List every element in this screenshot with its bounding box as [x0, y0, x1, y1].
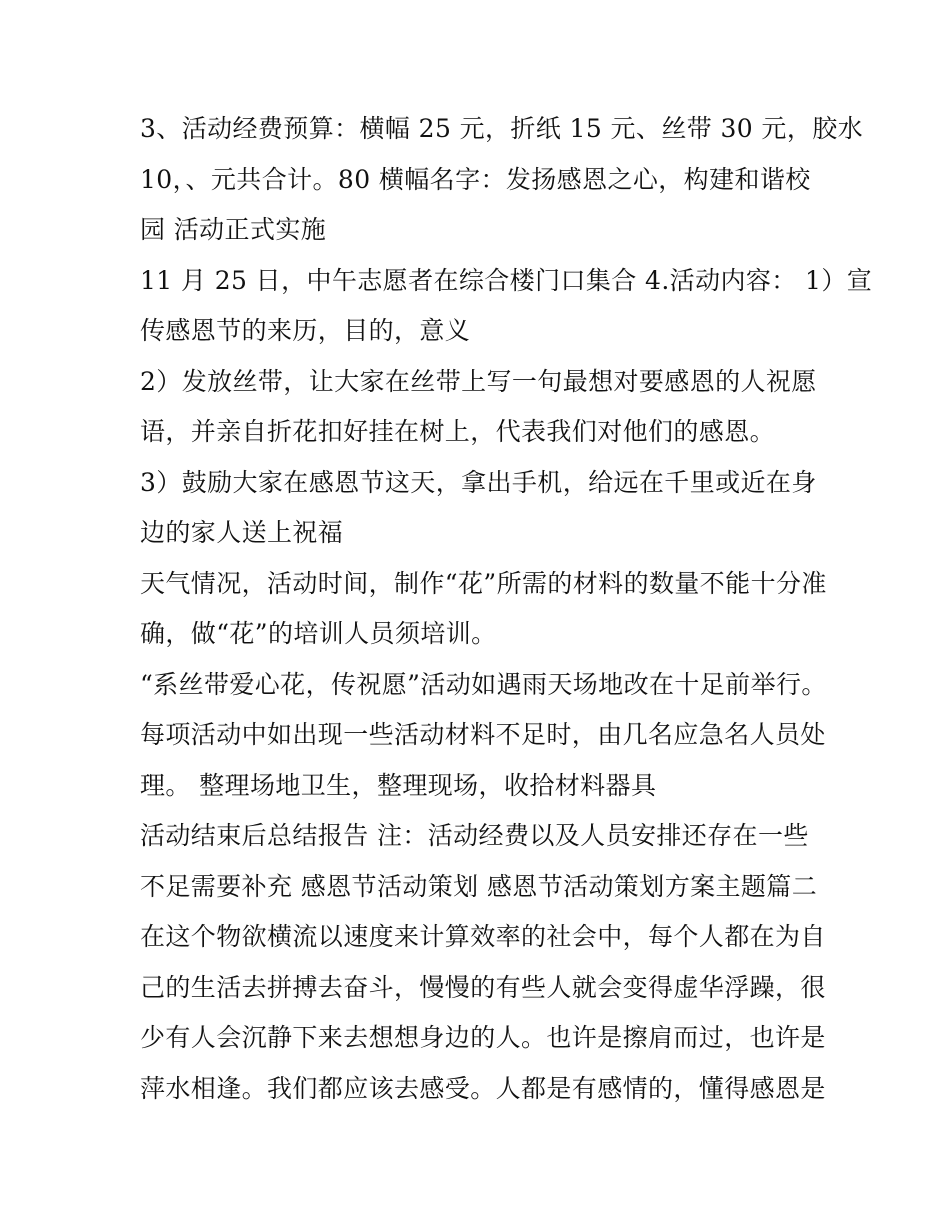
text-line: 己的生活去拼搏去奋斗，慢慢的有些人就会变得虚华浮躁，很 [140, 973, 826, 1002]
text-line: 不足需要补充 感恩节活动策划 感恩节活动策划方案主题篇二 [140, 872, 818, 901]
text-line: 2）发放丝带，让大家在丝带上写一句最想对要感恩的人祝愿 [140, 367, 817, 396]
text-line: “系丝带爱心花，传祝愿”活动如遇雨天场地改在十足前举行。 [140, 670, 827, 699]
text-line: 10，、元共合计。80 横幅名字：发扬感恩之心，构建和谐校 [140, 165, 811, 194]
text-line: 边的家人送上祝福 [140, 518, 344, 547]
text-line: 确，做“花”的培训人员须培训。 [140, 619, 497, 648]
text-line: 语，并亲自折花扣好挂在树上，代表我们对他们的感恩。 [140, 417, 776, 446]
text-line: 园 活动正式实施 [140, 215, 327, 244]
text-line: 传感恩节的来历，目的，意义 [140, 316, 471, 345]
text-line: 少有人会沉静下来去想想身边的人。也许是擦肩而过，也许是 [140, 1023, 826, 1052]
text-line: 每项活动中如出现一些活动材料不足时，由几名应急名人员处 [140, 720, 826, 749]
text-line: 11 月 25 日，中午志愿者在综合楼门口集合 4.活动内容： 1）宣 [140, 266, 873, 295]
text-line: 天气情况，活动时间，制作“花”所需的材料的数量不能十分准 [140, 569, 827, 598]
text-line: 活动结束后总结报告 注：活动经费以及人员安排还存在一些 [140, 821, 809, 850]
text-line: 3、活动经费预算：横幅 25 元，折纸 15 元、丝带 30 元，胶水 [140, 114, 864, 143]
text-line: 萍水相逢。我们都应该去感受。人都是有感情的，懂得感恩是 [140, 1074, 826, 1103]
text-line: 3）鼓励大家在感恩节这天，拿出手机，给远在千里或近在身 [140, 468, 817, 497]
text-line: 理。 整理场地卫生，整理现场，收拾材料器具 [140, 771, 657, 800]
text-line: 在这个物欲横流以速度来计算效率的社会中，每个人都在为自 [140, 922, 826, 951]
